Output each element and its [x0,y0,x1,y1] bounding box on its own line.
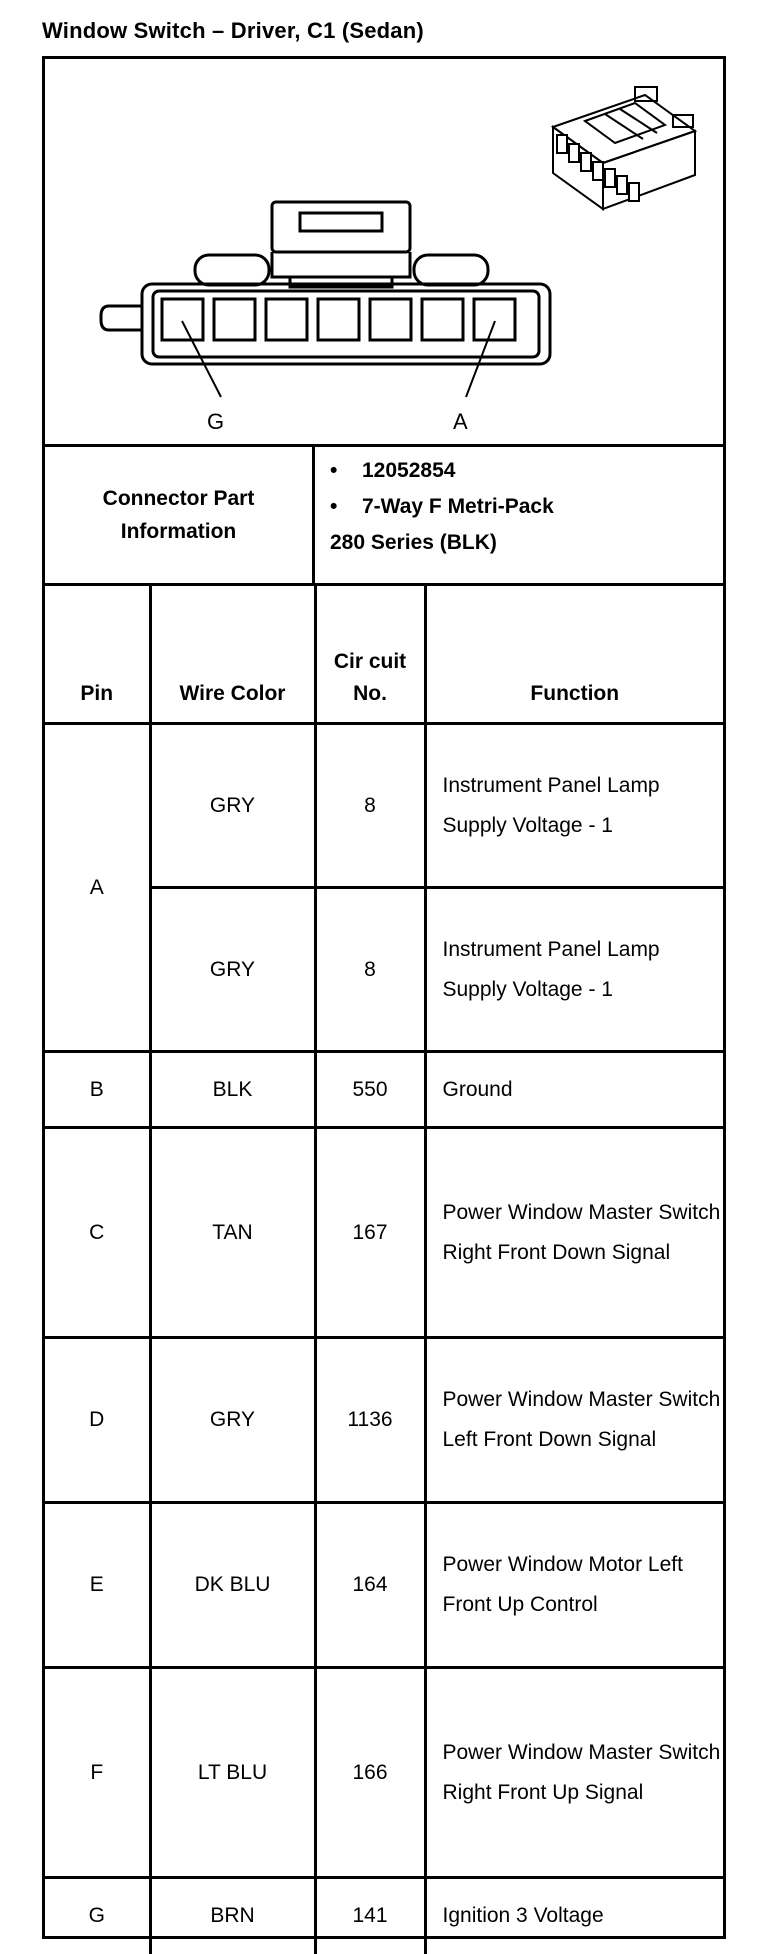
bullet: • [330,495,338,518]
circuit-cell: 8 [315,888,425,1052]
connector-series: 280 Series (BLK) [330,531,497,554]
table-row [45,1878,723,1954]
page-title: Window Switch – Driver, C1 (Sedan) [42,18,424,43]
header-circuit-no: Cir cuit No. [315,586,425,724]
pin-cell: C [45,1128,150,1338]
circuit-cell: 167 [315,1128,425,1338]
wire-color-cell: TAN [150,1128,315,1338]
function-cell: Instrument Panel Lamp Supply Voltage - 1 [425,888,723,1052]
function-cell: Power Window Master Switch Right Front Down Signal [425,1128,723,1338]
table-row [45,1668,723,1878]
connector-part-info-values [330,453,554,561]
circuit-cell: 166 [315,1668,425,1878]
header-pin: Pin [45,586,150,724]
connector-part-info-label: Connector Part Information [45,447,315,583]
table-row [45,1503,723,1668]
wire-color-cell: GRY [150,1338,315,1503]
bullet: • [330,459,338,482]
circuit-cell: 141 [315,1878,425,1954]
connector-face-drawing [45,59,723,444]
header-wire-color: Wire Color [150,586,315,724]
wire-color-cell: LT BLU [150,1668,315,1878]
pin-cell: A [45,724,150,1052]
part-number: 12052854 [362,459,456,482]
connector-sheet [42,56,726,1939]
function-cell: Ignition 3 Voltage [425,1878,723,1954]
circuit-cell: 550 [315,1052,425,1128]
cavity-label-g: G [207,409,225,434]
pin-cell: G [45,1878,150,1954]
circuit-cell: 8 [315,724,425,888]
circuit-cell: 164 [315,1503,425,1668]
table-row [45,1338,723,1503]
wire-color-cell: BLK [150,1052,315,1128]
pin-cell: E [45,1503,150,1668]
cavity-label-a: A [453,409,468,434]
wire-color-cell: GRY [150,888,315,1052]
connector-part-info [45,447,723,586]
table-row [45,1052,723,1128]
table-row [45,1128,723,1338]
circuit-cell: 1136 [315,1338,425,1503]
connector-description: 7-Way F Metri-Pack [362,495,554,518]
function-cell: Power Window Master Switch Left Front Down Signal [425,1338,723,1503]
wire-color-cell: GRY [150,724,315,888]
cavity-row [162,299,515,340]
table-row [45,724,723,888]
function-cell: Instrument Panel Lamp Supply Voltage - 1 [425,724,723,888]
pin-cell: F [45,1668,150,1878]
pin-cell: D [45,1338,150,1503]
wire-color-cell: DK BLU [150,1503,315,1668]
connector-diagram [45,59,723,447]
wire-color-cell: BRN [150,1878,315,1954]
header-function: Function [425,586,723,724]
function-cell: Power Window Motor Left Front Up Control [425,1503,723,1668]
function-cell: Ground [425,1052,723,1128]
pin-cell: B [45,1052,150,1128]
function-cell: Power Window Master Switch Right Front Up Signal [425,1668,723,1878]
pin-table [45,586,723,1954]
